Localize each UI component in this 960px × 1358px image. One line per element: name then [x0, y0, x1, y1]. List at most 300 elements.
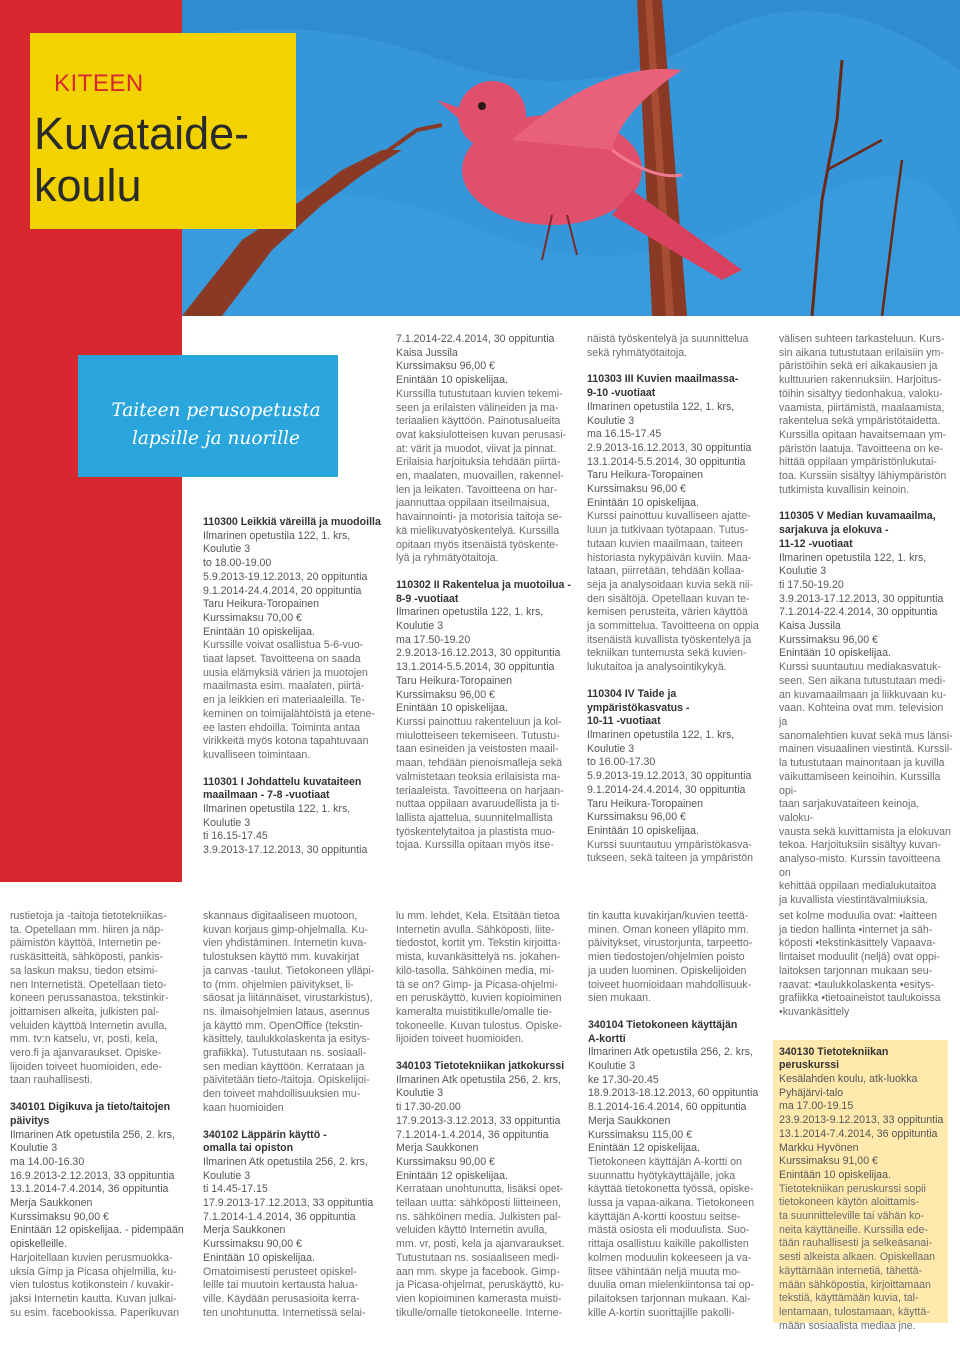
course-detail-line: 2.9.2013-16.12.2013, 30 oppituntia	[587, 441, 752, 454]
course-detail-line: Enintään 12 opiskelijaa. - pidempään	[10, 1224, 184, 1237]
course-description-line: kä mielikuvatyöskentelyä. Kurssilla	[396, 524, 560, 537]
paragraph-gap	[588, 1006, 766, 1019]
column-1	[203, 516, 381, 858]
course-description-line: maailmasta esim. maalaten, piirtä-	[203, 680, 365, 693]
course-detail-line: Kurssimaksu 96,00 €	[396, 360, 495, 373]
course-detail-line: Merja Saukkonen	[588, 1114, 671, 1127]
course-description-line: den toiveet mahdollisuuksien mu-	[203, 1088, 361, 1101]
course-description-line: neita käyttäneille. Kurssilla ede-	[779, 1223, 928, 1236]
course-detail-line: Kurssimaksu 91,00 €	[779, 1155, 878, 1168]
course-detail-line: 7.1.2014-22.4.2014, 30 oppituntia	[779, 606, 938, 619]
course-detail-line: Kurssimaksu 90,00 €	[396, 1155, 495, 1168]
course-description-line: leille tai muutoin kertausta halua-	[203, 1279, 358, 1292]
course-description-line: tokoneelle. Kuvan tulostus. Opiske-	[396, 1019, 563, 1032]
course-description-line: käyttäjän A-kortti koostuu seitse-	[588, 1210, 741, 1223]
course-description-line: nen Internetistä. Opetellaan tieto-	[10, 978, 167, 991]
course-detail-line: 2.9.2013-16.12.2013, 30 oppituntia	[396, 647, 561, 660]
course-detail-line: ti 17.30-20.00	[396, 1101, 461, 1114]
course-description-line: en ja leikkien eri materiaaleilla. Te-	[203, 694, 365, 707]
subtitle	[96, 397, 336, 453]
course-description-line: ruskäsitteitä, sähköposti, pankis-	[10, 951, 164, 964]
course-description-line: ten unohtunutta. Internetissä selai-	[203, 1306, 366, 1319]
bottom-column-4	[588, 910, 766, 1320]
course-description-line: veluiden käyttö Internetin avulla,	[396, 1224, 548, 1237]
course-description-line: grafiikka). Tutustutaan ns. sosiaali-	[203, 1047, 367, 1060]
course-description-line: säosat ja liitännäiset, virustarkistus),	[203, 992, 373, 1005]
course-detail-line: Enintään 10 opiskelijaa.	[396, 702, 508, 715]
course-heading: 110301 I Johdattelu kuvataiteen	[203, 775, 362, 788]
course-description-line: Tutustutaan ns. sosiaaliseen medi-	[396, 1251, 560, 1264]
course-description-line: töihin sisältyy tiedonhakua, valoku-	[779, 387, 943, 400]
course-description-line: suunnattu hyötykäyttäjälle, joka	[588, 1169, 736, 1182]
course-detail-line: Ilmarinen opetustila 122, 1. krs,	[587, 400, 735, 413]
course-detail-line: Kurssimaksu 96,00 €	[779, 633, 878, 646]
course-description-line: tekniikan tuntemusta sekä kuvien-	[587, 647, 747, 660]
course-description-line: vien kopioiminen kamerasta muisti-	[396, 1292, 562, 1305]
course-description-line: toiveet huomioidaan mahdollisuuk-	[588, 978, 752, 991]
course-description-line: su esim. facebookissa. Paperikuvan	[10, 1306, 179, 1319]
course-detail-line: 13.1.2014-7.4.2014, 36 oppituntia	[779, 1127, 938, 1140]
course-detail-line: Ilmarinen opetustila 122, 1. krs,	[587, 728, 735, 741]
course-detail-line: Enintään 10 opiskelijaa.	[779, 1168, 891, 1181]
course-detail-line: Koulutie 3	[396, 1087, 444, 1100]
course-description-line: seja ja analysoidaan kuvia sekä nii-	[587, 578, 754, 591]
course-description-line: näistä työskentelyä ja suunnittelua	[587, 333, 749, 345]
course-description-line: ns. sähköinen media. Julkisten pal-	[396, 1210, 561, 1223]
paragraph-gap	[396, 1047, 576, 1060]
course-description-line: Kurssi suuntautuu ympäristökasva-	[587, 838, 752, 851]
column-2	[396, 333, 574, 853]
paragraph-gap	[779, 497, 954, 510]
course-detail-line: 8.1.2014-16.4.2014, 60 oppituntia	[588, 1101, 747, 1114]
course-description-line: tin kautta kuvakirjan/kuvien teettä-	[588, 910, 749, 922]
course-description-line: tulostuksen käyttö mm. kuvakirjat	[203, 951, 360, 964]
course-description-line: litsee vähintään neljä muuta mo-	[588, 1265, 741, 1278]
course-description-line: Kurssilla tutustutaan kuvien tekemi-	[396, 387, 563, 400]
course-description-line: kille A-kortin suorittajille pakolli-	[588, 1306, 735, 1319]
course-heading: 340103 Tietotekniikan jatkokurssi	[396, 1060, 565, 1073]
course-description-line: mista, kuvankäsittelyä ns. jokahen-	[396, 951, 561, 964]
course-description-line: miulotteiseen tekemiseen. Tutustu-	[396, 729, 560, 742]
course-description-line: lu mm. lehdet, Kela. Etsitään tietoa	[396, 910, 560, 922]
course-description-line: en, maalaten, muovaillen, rakennel-	[396, 470, 564, 483]
course-description-line: mm. vr, posti, kela ja ajanvaraukset.	[396, 1238, 565, 1251]
course-detail-line: 13.1.2014-5.5.2014, 30 oppituntia	[396, 661, 555, 674]
course-description-line: len ja leikaten. Tavoitteena on har-	[396, 483, 558, 496]
course-description-line: raavat: •taulukkolaskenta •esitys-	[779, 978, 935, 991]
course-detail-line: 9.1.2014-24.4.2014, 30 oppituntia	[587, 783, 746, 796]
course-description-line: joittamisen alkeita, julkisten pal-	[10, 1005, 159, 1018]
course-description-line: maan, tehdään pienoismalleja sekä	[396, 757, 563, 770]
course-detail-line: Merja Saukkonen	[396, 1142, 479, 1155]
course-detail-line: Koulutie 3	[203, 543, 251, 556]
course-description-line: en peruskäyttö, kuvien kopioiminen	[396, 992, 562, 1005]
course-detail-line: Enintään 10 opiskelijaa.	[396, 374, 508, 387]
course-description-line: Tietokoneen käyttäjän A-kortti on	[588, 1155, 742, 1168]
course-description-line: lyä ja ryhmätyötaitoja.	[396, 552, 499, 565]
course-description-line: Erilaisia harjoituksia tehdään piirtä-	[396, 456, 561, 469]
course-description-line: kulttuurien rakennuksiin. Harjoitus-	[779, 374, 942, 387]
course-description-line: teriaalien käyttöön. Painotusalueita	[396, 415, 561, 428]
course-description-line: tekoa. Harjoituksiin sisältyy kuvan-	[779, 839, 941, 852]
course-description-line: la tutustutaan mainontaan ja kuvilla	[779, 757, 945, 770]
course-detail-line: 3.9.2013-17.12.2013, 30 oppituntia	[203, 844, 368, 857]
course-detail-line: ti 17.50-19.20	[779, 578, 844, 591]
course-heading: 110302 II Rakentelua ja muotoilua -	[396, 578, 571, 591]
course-heading: 9-10 -vuotiaat	[587, 387, 656, 400]
paragraph-gap	[203, 1116, 383, 1129]
course-description-line: ja tiedon hallinta •internet ja säh-	[779, 923, 933, 936]
course-description-line: lukutaitoa ja analysointikykyä.	[587, 661, 727, 674]
course-detail-line: Taru Heikura-Toropainen	[587, 797, 704, 810]
course-description-line: seen ja erilaisten välineiden ja ma-	[396, 401, 559, 414]
course-detail-line: 17.9.2013-3.12.2013, 33 oppituntia	[396, 1114, 561, 1127]
course-detail-line: to 18.00-19.00	[203, 557, 272, 570]
course-heading: 110304 IV Taide ja ympäristökasvatus -	[587, 687, 690, 714]
course-description-line: Kurssille voivat osallistua 5-6-vuo-	[203, 639, 364, 652]
course-description-line: mainen visuaalinen viestintä. Kurssil-	[779, 743, 953, 756]
course-detail-line: Enintään 12 opiskelijaa.	[396, 1169, 508, 1182]
course-description-line: taan esineiden ja veistosten maail-	[396, 743, 559, 756]
course-detail-line: Enintään 10 opiskelijaa.	[203, 1251, 315, 1264]
course-detail-line: Kurssimaksu 96,00 €	[396, 688, 495, 701]
course-description-line: sen median käyttöön. Kerrataan ja	[203, 1060, 365, 1073]
course-description-line: Harjoitellaan kuvien perusmuokka-	[10, 1251, 173, 1264]
course-detail-line: Enintään 10 opiskelijaa.	[587, 824, 699, 837]
course-detail-line: Ilmarinen opetustila 122, 1. krs,	[396, 606, 544, 619]
course-heading: 110303 III Kuvien maailmassa-	[587, 373, 739, 386]
course-detail-line: ma 14.00-16.30	[10, 1155, 85, 1168]
paragraph-gap	[779, 1033, 951, 1046]
course-description-line: to (mm. ohjelmien päivitykset, li-	[203, 978, 354, 991]
course-detail-line: ti 14.45-17.15	[203, 1183, 268, 1196]
course-description-line: pilaitoksen tarjonnan mukaan. Kai-	[588, 1292, 751, 1305]
course-description-line: tä se on? Gimp- ja Picasa-ohjelmi-	[396, 978, 558, 991]
course-description-line: kuvan korjaus gimp-ohjelmalla. Ku-	[203, 923, 368, 936]
course-description-line: lijoiden toiveet huomioiden.	[396, 1033, 524, 1046]
paragraph-gap	[203, 763, 381, 776]
course-detail-line: opiskelleille.	[10, 1238, 68, 1251]
course-description-line: sekä ryhmätyötaitoja.	[587, 346, 688, 359]
course-detail-line: Koulutie 3	[588, 1060, 636, 1073]
bottom-column-1	[10, 910, 190, 1320]
course-description-line: mään sähköpostia, kirjoittamaan	[779, 1278, 931, 1291]
course-description-line: ja kuvallista viestintävalmiuksia.	[779, 894, 928, 907]
course-description-line: laitoksen tarjonnan mukaan seu-	[779, 964, 933, 977]
subtitle-line-2: lapsille ja nuorille	[131, 428, 301, 449]
course-detail-line: Pyhäjärvi-talo	[779, 1086, 844, 1099]
course-description-line: mien tiedostojen/ohjelmien poisto	[588, 951, 745, 964]
course-description-line: päristöihin sekä eri aikakausien ja	[779, 360, 938, 373]
course-detail-line: 9.1.2014-24.4.2014, 20 oppituntia	[203, 584, 362, 597]
course-description-line: kameralta muistitikulle/omalle tie-	[396, 1005, 553, 1018]
course-description-line: vausta sekä kuvittamista ja elokuvan	[779, 825, 951, 838]
course-detail-line: Taru Heikura-Toropainen	[587, 469, 704, 482]
course-heading: A-kortti	[588, 1032, 626, 1045]
course-description-line: työskentelytaitoa ja plastista muo-	[396, 825, 555, 838]
course-description-line: ja Picasa-ohjelmat, peruskäyttö, ku-	[396, 1279, 564, 1292]
course-description-line: minen. Oman koneen ylläpito mm.	[588, 923, 749, 936]
title-line-2: koulu	[34, 160, 142, 211]
course-description-line: sanomalehtien kuvat sekä mus länsi-	[779, 729, 953, 742]
course-description-line: tukseen, sekä taiteen ja ympäristön	[587, 852, 754, 865]
course-description-line: analyso-misto. Kurssin tavoitteena on	[779, 853, 941, 879]
course-description-line: tiaat lapset. Tavoitteena on saada	[203, 653, 361, 666]
course-description-line: toa. Kurssiin sisältyy lähiympäristön	[779, 470, 947, 483]
course-description-line: sa laskun maksu, tiedon etsimi-	[10, 964, 158, 977]
title-line-1: Kuvataide-	[34, 108, 250, 159]
course-description-line: grafiikka •tietoaineistot taulukoissa	[779, 992, 941, 1005]
course-heading: 11-12 -vuotiaat	[779, 537, 853, 550]
course-description-line: vero.fi ja ajanvaraukset. Opiske-	[10, 1047, 162, 1060]
course-description-line: lussa ja vapaa-aikana. Tietokoneen	[588, 1197, 755, 1210]
course-description-line: hittää oppilaan ympäristönlukutai-	[779, 456, 937, 469]
course-detail-line: ti 16.15-17.45	[203, 830, 268, 843]
course-detail-line: Taru Heikura-Toropainen	[396, 674, 513, 687]
course-detail-line: Ilmarinen opetustila 122, 1. krs,	[203, 529, 351, 542]
course-description-line: käsittely, taulukkolaskenta ja esitys-	[203, 1033, 371, 1046]
paragraph-gap	[10, 1088, 190, 1101]
course-description-line: kaan huomioiden	[203, 1101, 284, 1114]
course-description-line: rakentelua sekä ympäristötaidetta.	[779, 415, 941, 428]
course-detail-line: Kaisa Jussila	[779, 620, 841, 633]
course-heading: 340130 Tietotekniikan peruskurssi	[779, 1045, 889, 1072]
page-title	[34, 108, 249, 212]
course-description-line: luun ja tutkivaan työtapaan. Tutus-	[587, 524, 749, 537]
course-detail-line: Ilmarinen Atk opetustila 256, 2. krs,	[396, 1073, 561, 1086]
course-description-line: lallista ajattelua, suunnitelmallista	[396, 811, 553, 824]
course-detail-line: Kurssimaksu 115,00 €	[588, 1128, 693, 1141]
course-detail-line: Koulutie 3	[10, 1142, 58, 1155]
course-description-line: ee lasten ehdoilla. Toiminta antaa	[203, 721, 361, 734]
course-description-line: opitaan myös itsenäistä työskente-	[396, 538, 559, 551]
course-description-line: veluiden käyttöä Internetin avulla,	[10, 1019, 168, 1032]
course-heading: maailmaan - 7-8 -vuotiaat	[203, 789, 330, 802]
course-detail-line: 7.1.2014-1.4.2014, 36 oppituntia	[396, 1128, 549, 1141]
course-description-line: lintaiset moduulit (neljä) ovat oppi-	[779, 951, 940, 964]
course-description-line: keminen on toimijalähtöistä ja etene-	[203, 707, 375, 720]
course-detail-line: 7.1.2014-22.4.2014, 30 oppituntia	[396, 333, 555, 345]
course-description-line: ta. Opetellaan mm. hiiren ja näp-	[10, 923, 164, 936]
course-heading: päivitys	[10, 1114, 50, 1127]
course-description-line: at: värit ja muodot, viivat ja pinnat.	[396, 442, 557, 455]
course-detail-line: Merja Saukkonen	[10, 1197, 93, 1210]
course-description-line: tietokoneen käytön aloittamis-	[779, 1196, 920, 1209]
course-description-line: Kurssi painottuu kuvalliseen ajatte-	[587, 510, 751, 523]
course-description-line: valmistetaan teoksia erilaisista ma-	[396, 770, 561, 783]
course-description-line: den sisältöjä. Opetellaan kuvan te-	[587, 592, 750, 605]
course-description-line: havainnointi- ja motorisia taitoja se-	[396, 511, 563, 524]
course-detail-line: Koulutie 3	[779, 565, 827, 578]
course-detail-line: 3.9.2013-17.12.2013, 30 oppituntia	[779, 592, 944, 605]
course-description-line: ovat kaksiulotteisen kuvan perusasi-	[396, 428, 567, 441]
course-detail-line: 17.9.2013-17.12.2013, 33 oppituntia	[203, 1197, 374, 1210]
course-description-line: koneen perussanastoa, tekstinkir-	[10, 992, 169, 1005]
course-description-line: Tietotekniikan peruskurssi sopii	[779, 1182, 926, 1195]
course-description-line: tellaan uutta: sähköposti liitteineen,	[396, 1197, 561, 1210]
course-description-line: kehittää oppilaan medialukutaitoa	[779, 880, 937, 893]
course-detail-line: Ilmarinen Atk opetustila 256, 2. krs,	[10, 1128, 175, 1141]
course-description-line: kuvalliseen toimintaan.	[203, 748, 311, 761]
course-description-line: käyttämään internetiä, tähettä-	[779, 1264, 923, 1277]
course-description-line: sien mukaan.	[588, 992, 652, 1005]
course-detail-line: Koulutie 3	[203, 1169, 251, 1182]
course-description-line: tään rauhallisesti ja selkeäsanai-	[779, 1237, 933, 1250]
course-description-line: tekstiä, käyttämään kuvia, tal-	[779, 1292, 919, 1305]
course-detail-line: Kurssimaksu 96,00 €	[587, 811, 686, 824]
bottom-column-2	[203, 910, 383, 1320]
course-detail-line: Ilmarinen opetustila 122, 1. krs,	[203, 803, 351, 816]
course-description-line: ns. ilmaisohjelmien lataus, asennus	[203, 1005, 370, 1018]
subtitle-line-1: Taiteen perusopetusta	[111, 400, 321, 421]
course-detail-line: Enintään 10 opiskelijaa.	[779, 647, 891, 660]
course-detail-line: 13.1.2014-7.4.2014, 36 oppituntia	[10, 1183, 169, 1196]
course-heading: 110305 V Median kuvamaailma,	[779, 510, 936, 523]
course-description-line: taan sarjakuvataiteen keinoja, valoku-	[779, 798, 920, 824]
column-3	[587, 333, 765, 866]
course-description-line: rittaja osallistuu kaikille pakollisten	[588, 1238, 749, 1251]
course-description-line: Internetin avulla. Sähköposti, liite-	[396, 923, 555, 936]
course-description-line: sesti alkeista alkaen. Opiskellaan	[779, 1251, 936, 1264]
course-description-line: tojaa. Kurssilla opitaan myös itse-	[396, 839, 554, 852]
course-description-line: seen. Sen aikana tutustutaan medi-	[779, 674, 946, 687]
course-detail-line: 5.9.2013-19.12.2013, 20 oppituntia	[203, 570, 368, 583]
paragraph-gap	[396, 566, 574, 579]
course-description-line: kolmen moduulin kokeeseen ja va-	[588, 1251, 752, 1264]
course-description-line: jaksi Internetin kautta. Kuvan julkai-	[10, 1292, 177, 1305]
course-description-line: Kurssi suuntautuu mediakasvatuk-	[779, 661, 941, 674]
course-detail-line: Taru Heikura-Toropainen	[203, 598, 320, 611]
course-detail-line: 5.9.2013-19.12.2013, 30 oppituntia	[587, 770, 752, 783]
bottom-column-5	[779, 910, 951, 1333]
course-description-line: Kurssi painottuu rakenteluun ja kol-	[396, 715, 562, 728]
course-heading: 10-11 -vuotiaat	[587, 715, 661, 728]
paragraph-gap	[587, 675, 765, 688]
course-description-line: vien tulostus kotikonstein / kuvakir-	[10, 1279, 174, 1292]
course-detail-line: Ilmarinen opetustila 122, 1. krs,	[779, 551, 927, 564]
course-description-line: teriaaleista. Tavoitteena on harjaan-	[396, 784, 564, 797]
course-description-line: päristön laatuja. Tavoitteena on ke-	[779, 442, 944, 455]
course-detail-line: 16.9.2013-2.12.2013, 33 oppituntia	[10, 1169, 175, 1182]
course-description-line: lataan, piirretään, tehdään kollaa-	[587, 565, 745, 578]
course-description-line: itsenäistä kuvallista työskentelyä ja	[587, 633, 752, 646]
course-description-line: aan mm. skype ja facebook. Gimp-	[396, 1265, 560, 1278]
course-description-line: Kerrataan unohtunutta, lisäksi opet-	[396, 1183, 564, 1196]
bird-painting-image	[182, 0, 960, 316]
course-description-line: skannaus digitaaliseen muotoon,	[203, 910, 358, 922]
course-description-line: vaikuttamiseen keinoihin. Kurssilla opi-	[779, 770, 941, 797]
course-description-line: vien yhdistäminen. Internetin kuva-	[203, 937, 367, 950]
course-detail-line: Enintään 10 opiskelijaa.	[203, 625, 315, 638]
course-detail-line: Enintään 10 opiskelijaa.	[587, 496, 699, 509]
course-detail-line: 18.9.2013-18.12.2013, 60 oppituntia	[588, 1087, 759, 1100]
course-description-line: käyttää tietokonetta työssä, opiske-	[588, 1183, 754, 1196]
course-detail-line: 7.1.2014-1.4.2014, 36 oppituntia	[203, 1210, 356, 1223]
course-detail-line: Kurssimaksu 90,00 €	[10, 1210, 109, 1223]
course-description-line: tikulle/omalle tietokoneelle. Interne-	[396, 1306, 563, 1319]
course-description-line: tutkimista kuvallisin keinoin.	[779, 483, 910, 496]
course-detail-line: Kurssimaksu 90,00 €	[203, 1238, 302, 1251]
course-description-line: ja sommittelua. Tavoitteena on oppia	[587, 620, 759, 633]
course-description-line: mästä osiosta eli moduulista. Suo-	[588, 1224, 750, 1237]
course-description-line: rustietoja ja -taitoja tietotekniikas-	[10, 910, 167, 922]
course-heading: sarjakuva ja elokuva -	[779, 524, 889, 537]
course-detail-line: ke 17.30-20.45	[588, 1073, 659, 1086]
paragraph-gap	[587, 360, 765, 373]
column-4	[779, 333, 954, 908]
course-detail-line: Koulutie 3	[587, 414, 635, 427]
course-description-line: nuttaa oppilaan avaruudellista ja ti-	[396, 798, 560, 811]
course-detail-line: Koulutie 3	[587, 742, 635, 755]
course-detail-line: Koulutie 3	[396, 620, 444, 633]
course-description-line: set kolme moduulia ovat: •laitteen	[779, 910, 937, 922]
course-heading: 340104 Tietokoneen käyttäjän	[588, 1018, 738, 1031]
course-heading: 8-9 -vuotiaat	[396, 592, 459, 605]
course-detail-line: ma 16.15-17.45	[587, 428, 662, 441]
course-detail-line: Markku Hyvönen	[779, 1141, 859, 1154]
course-detail-line: to 16.00-17.30	[587, 756, 656, 769]
course-detail-line: 13.1.2014-5.5.2014, 30 oppituntia	[587, 455, 746, 468]
course-description-line: päimistön käyttöä, Internetin pe-	[10, 937, 161, 950]
course-description-line: välisen suhteen tarkasteluun. Kurs-	[779, 333, 945, 345]
course-detail-line: Merja Saukkonen	[203, 1224, 286, 1237]
course-heading: 110300 Leikkiä väreillä ja muodoilla	[203, 516, 381, 528]
course-description-line: virikkeitä myös kotona tapahtuvaan	[203, 735, 369, 748]
course-detail-line: Kurssimaksu 96,00 €	[587, 483, 686, 496]
course-description-line: duulia oman mielenkiintonsa tai op-	[588, 1279, 755, 1292]
course-description-line: vaamista, piirtämistä, maalaamista,	[779, 401, 945, 414]
course-detail-line: Kurssimaksu 70,00 €	[203, 611, 302, 624]
course-description-line: ta suunnitteleville tai vähän ko-	[779, 1210, 924, 1223]
hero-artwork	[182, 0, 960, 316]
paragraph-gap	[779, 1020, 951, 1033]
course-description-line: taan rauhallisesti.	[10, 1074, 93, 1087]
course-detail-line: Ilmarinen Atk opetustila 256, 2. krs,	[203, 1155, 368, 1168]
course-description-line: lijoiden toiveet huomioiden, ede-	[10, 1060, 162, 1073]
course-detail-line: Koulutie 3	[203, 816, 251, 829]
course-description-line: an kuvamaailmaan ja liikkuvaan ku-	[779, 688, 947, 701]
course-description-line: tutaan kuvien maailmaan, taiteen	[587, 537, 743, 550]
course-description-line: uusia elämyksiä värien ja muotojen	[203, 666, 368, 679]
course-description-line: mm. tv:n katselu, vr, posti, kela,	[10, 1033, 158, 1046]
course-detail-line: 23.9.2013-9.12.2013, 33 oppituntia	[779, 1114, 944, 1127]
course-description-line: Omatoimisesti perusteet opiskel-	[203, 1265, 357, 1278]
course-description-line: •kuvankäsittely	[779, 1005, 850, 1018]
course-detail-line: Kesälahden koulu, atk-luokka	[779, 1073, 918, 1086]
course-description-line: tiedostot, kortit ym. Tekstin kirjoitta-	[396, 937, 561, 950]
course-description-line: jaannuttaa oppilaan itseilmaisua,	[396, 497, 550, 510]
course-description-line: mään sosiaalista mediaa jne.	[779, 1319, 916, 1332]
course-detail-line: Enintään 12 opiskelijaa.	[588, 1142, 700, 1155]
course-description-line: historiasta nykypäivän kuviin. Maa-	[587, 551, 752, 564]
course-description-line: ville. Käydään perusasioita kerra-	[203, 1292, 360, 1305]
course-heading: 340101 Digikuva ja tieto/taitojen	[10, 1101, 171, 1114]
course-detail-line: ma 17.50-19.20	[396, 633, 471, 646]
bottom-column-3	[396, 910, 576, 1320]
course-description-line: köposti •tekstinkäsittely Vapaava-	[779, 937, 936, 950]
course-description-line: sin aikana tutustutaan erilaisiin ym-	[779, 346, 944, 359]
course-description-line: Kurssilla opitaan havaitsemaan ym-	[779, 428, 947, 441]
course-description-line: kemisen perusteita, värien käyttöä	[587, 606, 748, 619]
course-heading: 340102 Läppärin käyttö -	[203, 1128, 327, 1141]
course-description-line: lentamaan, tulostamaan, käyttä-	[779, 1305, 930, 1318]
course-heading: omalla tai opiston	[203, 1142, 294, 1155]
course-description-line: ja canvas -taulut. Tietokoneen ylläpi-	[203, 964, 375, 977]
course-detail-line: Kaisa Jussila	[396, 346, 458, 359]
course-description-line: ja käyttö mm. OpenOffice (tekstin-	[203, 1019, 363, 1032]
course-description-line: päivitykset, virustorjunta, tarpeetto-	[588, 937, 753, 950]
course-description-line: ja uuden luominen. Opiskelijoiden	[588, 964, 747, 977]
